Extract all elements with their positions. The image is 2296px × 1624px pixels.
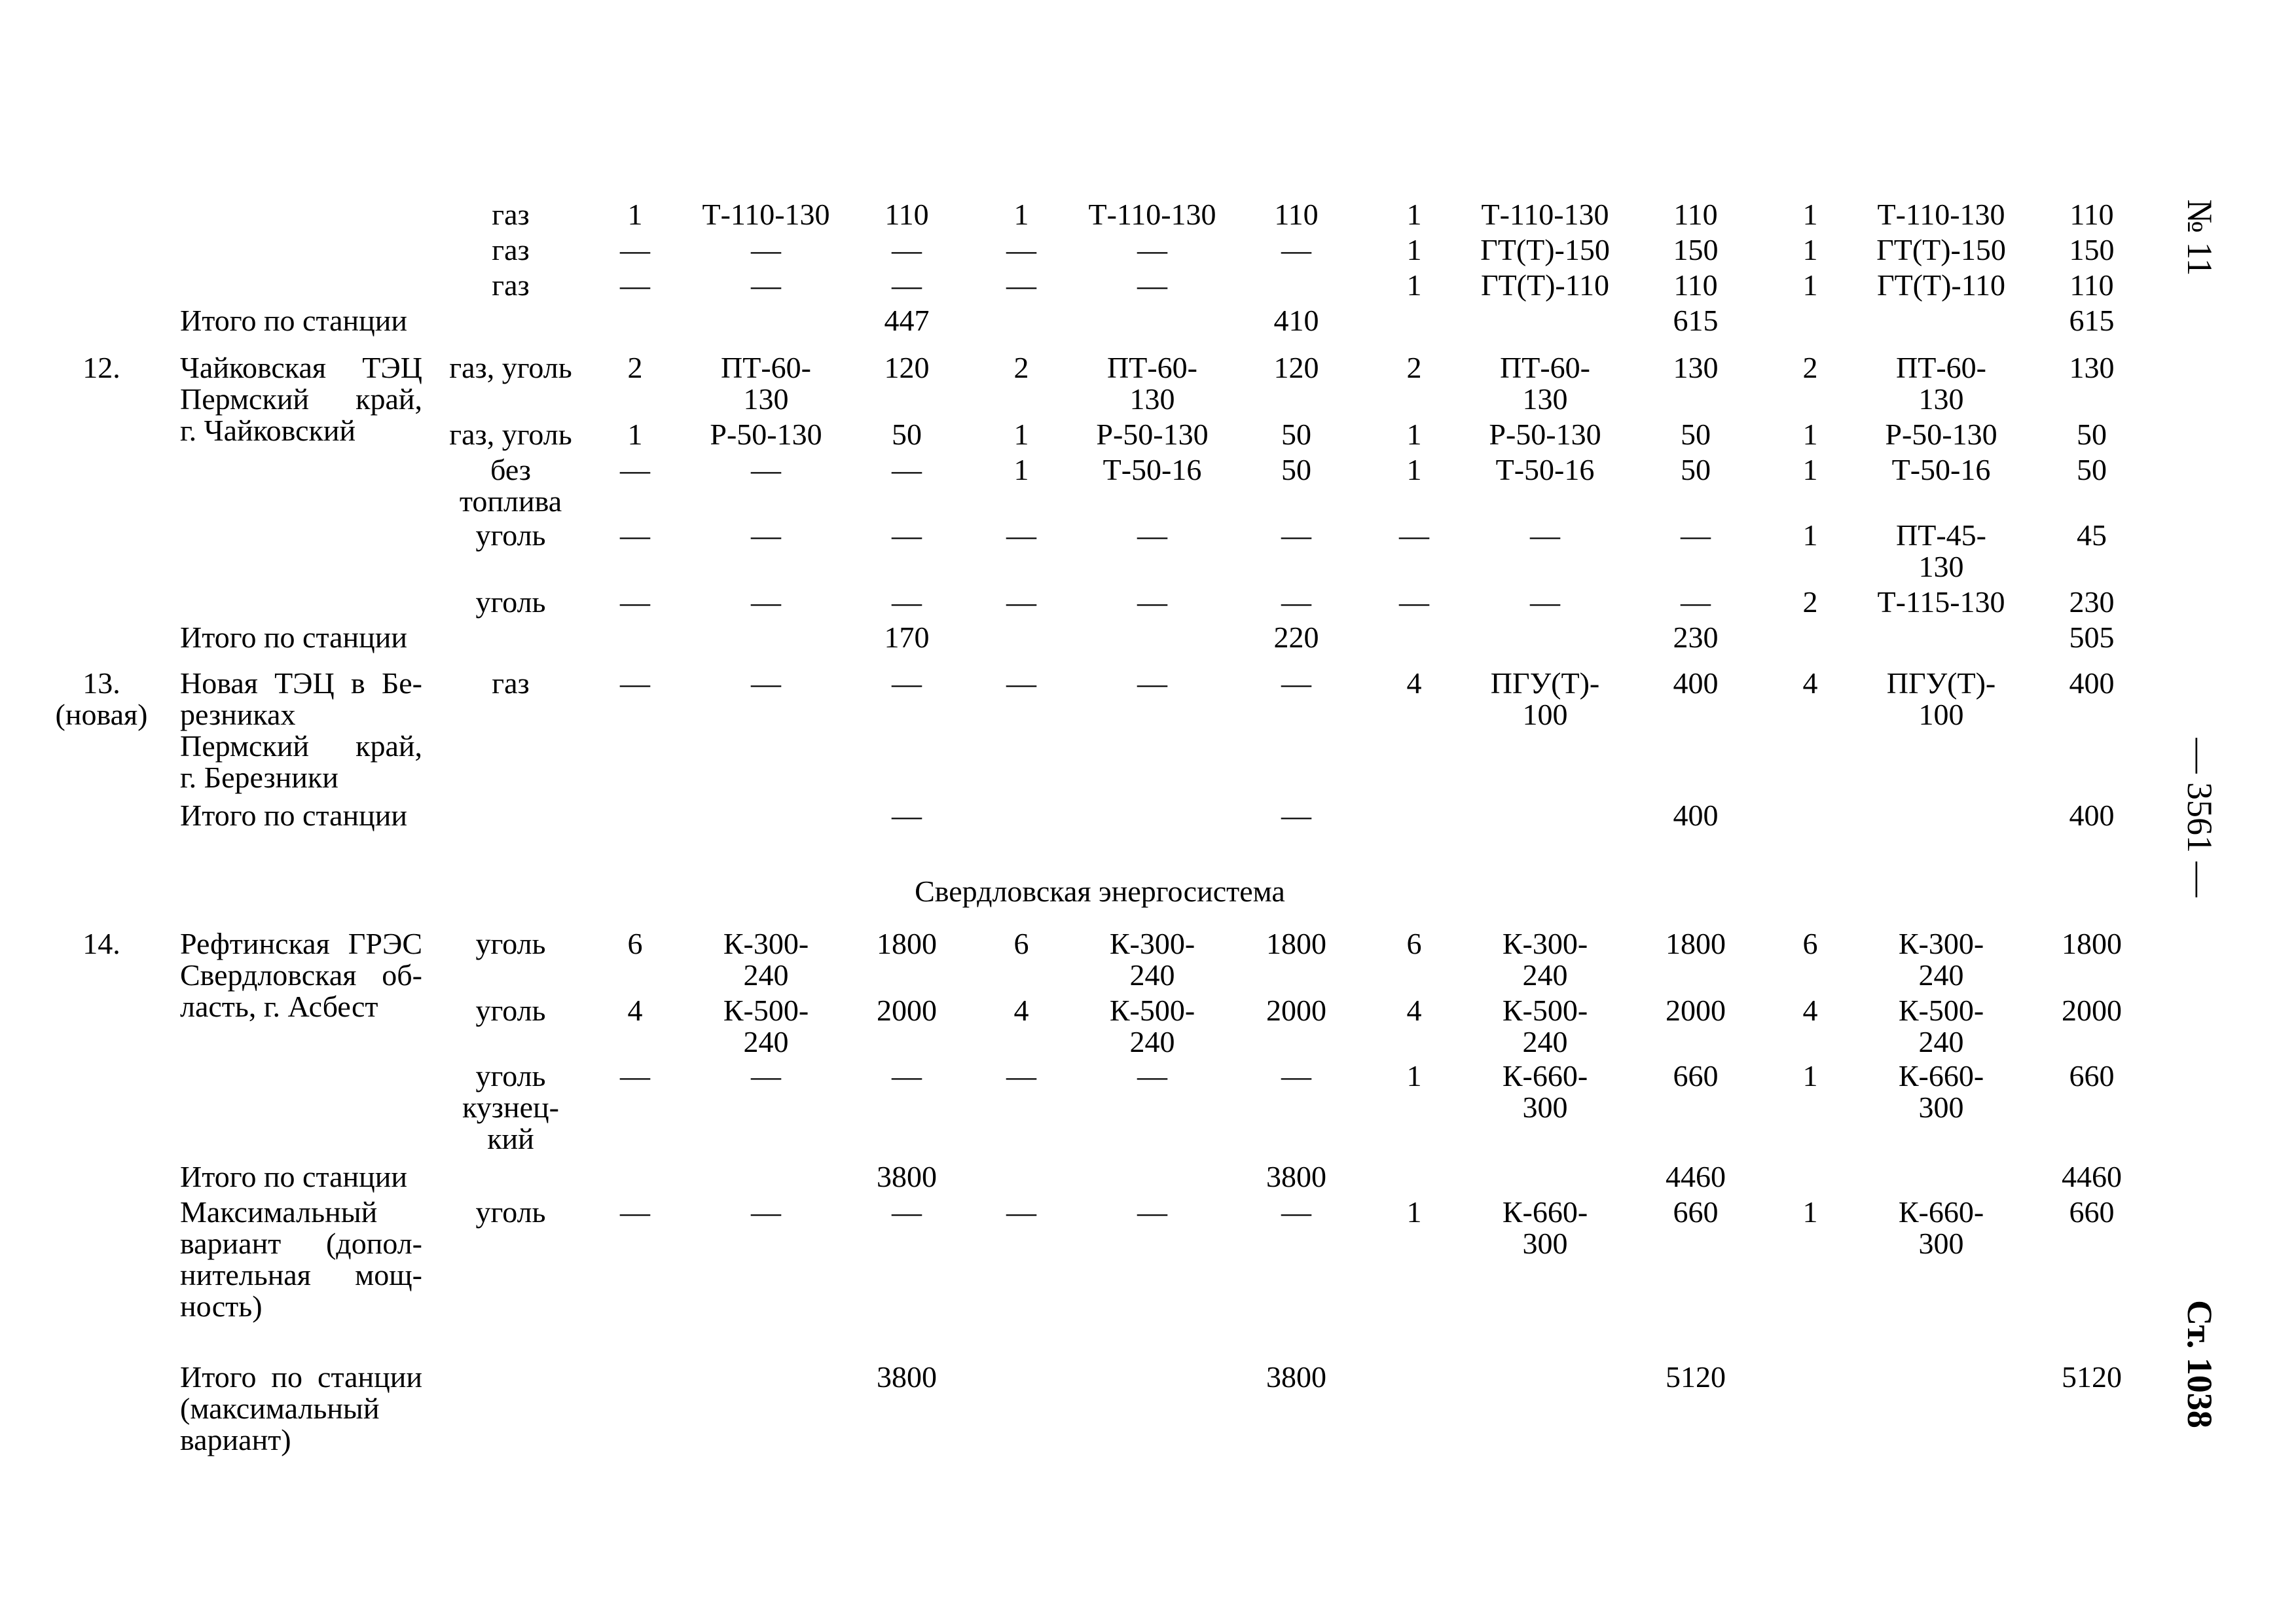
cell-t2: ПТ-60- 130 xyxy=(1107,351,1197,416)
cell-t1: Т-110-130 xyxy=(702,198,830,231)
cell-name xyxy=(180,305,422,336)
cell-p3: 1800 xyxy=(1666,927,1726,960)
cell-q1: — xyxy=(620,233,650,266)
cell-q4: 1 xyxy=(1802,418,1818,451)
cell-p4: 400 xyxy=(2069,666,2115,700)
cell-t3: К-300- 240 xyxy=(1502,927,1588,992)
cell-t4: Т-110-130 xyxy=(1877,198,2005,231)
cell-p1: — xyxy=(892,233,922,266)
cell-t4: Т-50-16 xyxy=(1891,453,1991,486)
cell-q4: 1 xyxy=(1802,453,1818,486)
cell-t4: ГТ(Т)-110 xyxy=(1876,268,2006,302)
cell-t4: К-660- 300 xyxy=(1898,1059,1984,1124)
cell-fuel: уголь xyxy=(475,585,546,619)
cell-p1: 120 xyxy=(884,351,930,384)
cell-p3: 4460 xyxy=(1666,1160,1726,1193)
cell-p4: 615 xyxy=(2069,304,2115,337)
cell-p2: — xyxy=(1281,585,1311,619)
cell-q4: 2 xyxy=(1802,351,1818,384)
cell-p3: 5120 xyxy=(1666,1360,1726,1394)
cell-q3: — xyxy=(1399,518,1429,552)
cell-q3: — xyxy=(1399,585,1429,619)
name-line: Пермский край, xyxy=(180,729,422,763)
cell-p2: 220 xyxy=(1273,621,1319,654)
cell-name xyxy=(180,1362,422,1456)
cell-p2: 50 xyxy=(1281,453,1311,486)
cell-fuel: уголь xyxy=(475,994,546,1027)
cell-t3: ГТ(Т)-150 xyxy=(1480,233,1610,266)
cell-q4: 4 xyxy=(1802,994,1818,1027)
cell-p4: 660 xyxy=(2069,1059,2115,1092)
cell-t3: К-500- 240 xyxy=(1502,994,1588,1058)
cell-q3: 1 xyxy=(1406,233,1422,266)
name-line: ность) xyxy=(180,1290,263,1323)
name-line: Новая ТЭЦ в Бе- xyxy=(180,666,422,700)
cell-t1: — xyxy=(751,1195,781,1229)
cell-t2: К-500- 240 xyxy=(1109,994,1195,1058)
name-line: Рефтинская ГРЭС xyxy=(180,927,422,960)
cell-q2: — xyxy=(1006,233,1036,266)
cell-q3: 1 xyxy=(1406,453,1422,486)
cell-p2: 3800 xyxy=(1266,1160,1326,1193)
cell-q4: 2 xyxy=(1802,585,1818,619)
cell-q2: 1 xyxy=(1013,198,1029,231)
cell-q2: — xyxy=(1006,666,1036,700)
cell-p1: — xyxy=(892,1195,922,1229)
cell-p3: 615 xyxy=(1673,304,1719,337)
cell-name xyxy=(180,800,422,831)
cell-q4: 1 xyxy=(1802,518,1818,552)
cell-t1: — xyxy=(751,1059,781,1092)
cell-num: 12. xyxy=(82,351,120,384)
cell-p1: 1800 xyxy=(877,927,937,960)
cell-fuel: газ xyxy=(492,198,530,231)
cell-q3: 1 xyxy=(1406,1059,1422,1092)
cell-q2: — xyxy=(1006,518,1036,552)
cell-p1: 3800 xyxy=(877,1160,937,1193)
cell-t2: — xyxy=(1137,518,1167,552)
cell-t2: — xyxy=(1137,585,1167,619)
cell-p2: — xyxy=(1281,518,1311,552)
cell-t1: К-300- 240 xyxy=(723,927,809,992)
issue-number: № 11 xyxy=(2180,199,2219,276)
cell-name xyxy=(180,622,422,653)
cell-p3: 230 xyxy=(1673,621,1719,654)
cell-p1: 110 xyxy=(884,198,929,231)
cell-q2: 1 xyxy=(1013,453,1029,486)
cell-q4: 1 xyxy=(1802,1059,1818,1092)
cell-num: 13. (новая) xyxy=(55,666,148,731)
name-line: Итого по станции xyxy=(180,621,408,654)
cell-q3: 4 xyxy=(1406,666,1422,700)
cell-p4: 5120 xyxy=(2062,1360,2122,1394)
cell-p1: — xyxy=(892,1059,922,1092)
cell-p2: 110 xyxy=(1274,198,1319,231)
cell-p4: 150 xyxy=(2069,233,2115,266)
cell-name xyxy=(180,1197,422,1322)
cell-p2: — xyxy=(1281,233,1311,266)
cell-t4: ПГУ(Т)- 100 xyxy=(1886,666,1996,731)
cell-q1: — xyxy=(620,518,650,552)
name-line: Итого по станции xyxy=(180,1160,408,1193)
cell-p4: 230 xyxy=(2069,585,2115,619)
cell-p4: 45 xyxy=(2077,518,2107,552)
cell-p2: — xyxy=(1281,799,1311,832)
cell-p3: 130 xyxy=(1673,351,1719,384)
cell-t2: — xyxy=(1137,268,1167,302)
name-line: г. Чайковский xyxy=(180,414,356,447)
cell-t3: ГТ(Т)-110 xyxy=(1480,268,1610,302)
cell-p4: 505 xyxy=(2069,621,2115,654)
name-line: Максимальный xyxy=(180,1195,378,1229)
name-line: вариант (допол- xyxy=(180,1227,422,1260)
cell-t1: ПТ-60- 130 xyxy=(721,351,811,416)
name-line: нительная мощ- xyxy=(180,1258,422,1291)
cell-q3: 4 xyxy=(1406,994,1422,1027)
cell-q1: — xyxy=(620,585,650,619)
section-heading: Свердловская энергосистема xyxy=(915,875,1285,908)
cell-t2: — xyxy=(1137,233,1167,266)
cell-p3: 660 xyxy=(1673,1195,1719,1229)
name-line: Итого по станции xyxy=(180,304,408,337)
cell-p4: 400 xyxy=(2069,799,2115,832)
cell-q1: — xyxy=(620,268,650,302)
cell-t1: — xyxy=(751,518,781,552)
name-line: Итого по станции xyxy=(180,799,408,832)
cell-q2: — xyxy=(1006,268,1036,302)
cell-name xyxy=(180,352,422,446)
cell-q1: — xyxy=(620,666,650,700)
cell-t1: — xyxy=(751,268,781,302)
cell-name xyxy=(180,928,422,1022)
name-line: Чайковская ТЭЦ xyxy=(180,351,422,384)
cell-q2: — xyxy=(1006,1059,1036,1092)
cell-q4: 6 xyxy=(1802,927,1818,960)
cell-p2: 410 xyxy=(1273,304,1319,337)
cell-t1: Р-50-130 xyxy=(710,418,822,451)
cell-p1: — xyxy=(892,666,922,700)
cell-p1: — xyxy=(892,585,922,619)
cell-fuel: уголь xyxy=(475,1195,546,1229)
cell-p4: 660 xyxy=(2069,1195,2115,1229)
cell-p3: — xyxy=(1681,518,1711,552)
cell-name xyxy=(180,668,422,793)
cell-t3: К-660- 300 xyxy=(1502,1059,1588,1124)
cell-q1: 6 xyxy=(627,927,643,960)
cell-p1: 447 xyxy=(884,304,930,337)
cell-p1: 170 xyxy=(884,621,930,654)
cell-fuel: газ, уголь xyxy=(449,351,572,384)
cell-q3: 1 xyxy=(1406,1195,1422,1229)
cell-p4: 50 xyxy=(2077,453,2107,486)
cell-q1: — xyxy=(620,1195,650,1229)
cell-p4: 4460 xyxy=(2062,1160,2122,1193)
cell-t3: ПГУ(Т)- 100 xyxy=(1490,666,1600,731)
cell-q4: 1 xyxy=(1802,198,1818,231)
cell-t4: ПТ-45- 130 xyxy=(1896,518,1986,583)
name-line: Итого по станции xyxy=(180,1360,422,1394)
name-line: вариант) xyxy=(180,1423,291,1456)
cell-p2: — xyxy=(1281,666,1311,700)
cell-p4: 110 xyxy=(2069,268,2114,302)
cell-num: 14. xyxy=(82,927,120,960)
cell-t4: ГТ(Т)-150 xyxy=(1876,233,2006,266)
cell-q1: 1 xyxy=(627,198,643,231)
cell-fuel: газ, уголь xyxy=(449,418,572,451)
cell-t2: Т-110-130 xyxy=(1088,198,1216,231)
cell-q3: 1 xyxy=(1406,268,1422,302)
cell-fuel: уголь кузнец- кий xyxy=(462,1059,559,1155)
article-number: Ст. 1038 xyxy=(2180,1300,2219,1428)
cell-q1: 4 xyxy=(627,994,643,1027)
cell-q4: 1 xyxy=(1802,233,1818,266)
name-line: Свердловская об- xyxy=(180,958,422,992)
name-line: г. Березники xyxy=(180,761,338,794)
name-line: резниках xyxy=(180,698,296,731)
cell-t2: Р-50-130 xyxy=(1096,418,1209,451)
cell-t4: К-300- 240 xyxy=(1898,927,1984,992)
cell-t3: — xyxy=(1530,585,1560,619)
cell-q3: 2 xyxy=(1406,351,1422,384)
cell-p3: 150 xyxy=(1673,233,1719,266)
cell-p1: — xyxy=(892,799,922,832)
cell-t3: ПТ-60- 130 xyxy=(1500,351,1590,416)
cell-p1: 3800 xyxy=(877,1360,937,1394)
cell-p3: 110 xyxy=(1673,198,1718,231)
cell-t3: К-660- 300 xyxy=(1502,1195,1588,1260)
cell-p2: — xyxy=(1281,1195,1311,1229)
cell-fuel: уголь xyxy=(475,518,546,552)
cell-q1: — xyxy=(620,1059,650,1092)
cell-p1: 2000 xyxy=(877,994,937,1027)
cell-q2: 6 xyxy=(1013,927,1029,960)
cell-fuel: газ xyxy=(492,233,530,266)
cell-t4: ПТ-60- 130 xyxy=(1896,351,1986,416)
cell-p2: 50 xyxy=(1281,418,1311,451)
cell-p2: — xyxy=(1281,1059,1311,1092)
cell-t2: — xyxy=(1137,1059,1167,1092)
cell-q1: 2 xyxy=(627,351,643,384)
cell-t4: Т-115-130 xyxy=(1877,585,2005,619)
cell-p3: 50 xyxy=(1681,453,1711,486)
cell-p3: 2000 xyxy=(1666,994,1726,1027)
cell-q3: 6 xyxy=(1406,927,1422,960)
cell-p3: 660 xyxy=(1673,1059,1719,1092)
cell-fuel: без топлива xyxy=(459,453,562,518)
cell-t1: — xyxy=(751,666,781,700)
cell-p4: 1800 xyxy=(2062,927,2122,960)
cell-t3: Т-110-130 xyxy=(1481,198,1609,231)
cell-fuel: газ xyxy=(492,666,530,700)
cell-p2: 2000 xyxy=(1266,994,1326,1027)
cell-p2: 3800 xyxy=(1266,1360,1326,1394)
cell-p3: 400 xyxy=(1673,799,1719,832)
cell-p3: 400 xyxy=(1673,666,1719,700)
cell-q2: 4 xyxy=(1013,994,1029,1027)
cell-p3: 50 xyxy=(1681,418,1711,451)
cell-p2: 1800 xyxy=(1266,927,1326,960)
cell-t3: Т-50-16 xyxy=(1495,453,1595,486)
cell-p1: 50 xyxy=(892,418,922,451)
cell-p3: — xyxy=(1681,585,1711,619)
cell-t2: Т-50-16 xyxy=(1102,453,1202,486)
name-line: (максимальный xyxy=(180,1392,380,1425)
cell-q1: 1 xyxy=(627,418,643,451)
cell-q2: 1 xyxy=(1013,418,1029,451)
cell-t2: К-300- 240 xyxy=(1109,927,1195,992)
name-line: Пермский край, xyxy=(180,382,422,416)
cell-t4: Р-50-130 xyxy=(1885,418,1997,451)
cell-t1: — xyxy=(751,585,781,619)
cell-t4: К-500- 240 xyxy=(1898,994,1984,1058)
cell-q3: 1 xyxy=(1406,418,1422,451)
cell-q2: 2 xyxy=(1013,351,1029,384)
cell-fuel: газ xyxy=(492,268,530,302)
cell-t2: — xyxy=(1137,666,1167,700)
cell-name xyxy=(180,1161,422,1193)
cell-fuel: уголь xyxy=(475,927,546,960)
cell-q4: 1 xyxy=(1802,1195,1818,1229)
cell-p1: — xyxy=(892,518,922,552)
cell-q3: 1 xyxy=(1406,198,1422,231)
cell-t3: Р-50-130 xyxy=(1489,418,1601,451)
name-line: ласть, г. Асбест xyxy=(180,990,378,1023)
cell-p4: 50 xyxy=(2077,418,2107,451)
cell-t4: К-660- 300 xyxy=(1898,1195,1984,1260)
cell-p4: 130 xyxy=(2069,351,2115,384)
page-number: — 3561 — xyxy=(2180,738,2219,897)
cell-t1: — xyxy=(751,233,781,266)
cell-p1: — xyxy=(892,453,922,486)
cell-t2: — xyxy=(1137,1195,1167,1229)
cell-q4: 1 xyxy=(1802,268,1818,302)
cell-q2: — xyxy=(1006,1195,1036,1229)
cell-p4: 2000 xyxy=(2062,994,2122,1027)
cell-t1: — xyxy=(751,453,781,486)
cell-t3: — xyxy=(1530,518,1560,552)
cell-q4: 4 xyxy=(1802,666,1818,700)
cell-t1: К-500- 240 xyxy=(723,994,809,1058)
cell-p1: — xyxy=(892,268,922,302)
cell-q1: — xyxy=(620,453,650,486)
cell-p4: 110 xyxy=(2069,198,2114,231)
cell-p2: 120 xyxy=(1273,351,1319,384)
cell-q2: — xyxy=(1006,585,1036,619)
cell-p3: 110 xyxy=(1673,268,1718,302)
